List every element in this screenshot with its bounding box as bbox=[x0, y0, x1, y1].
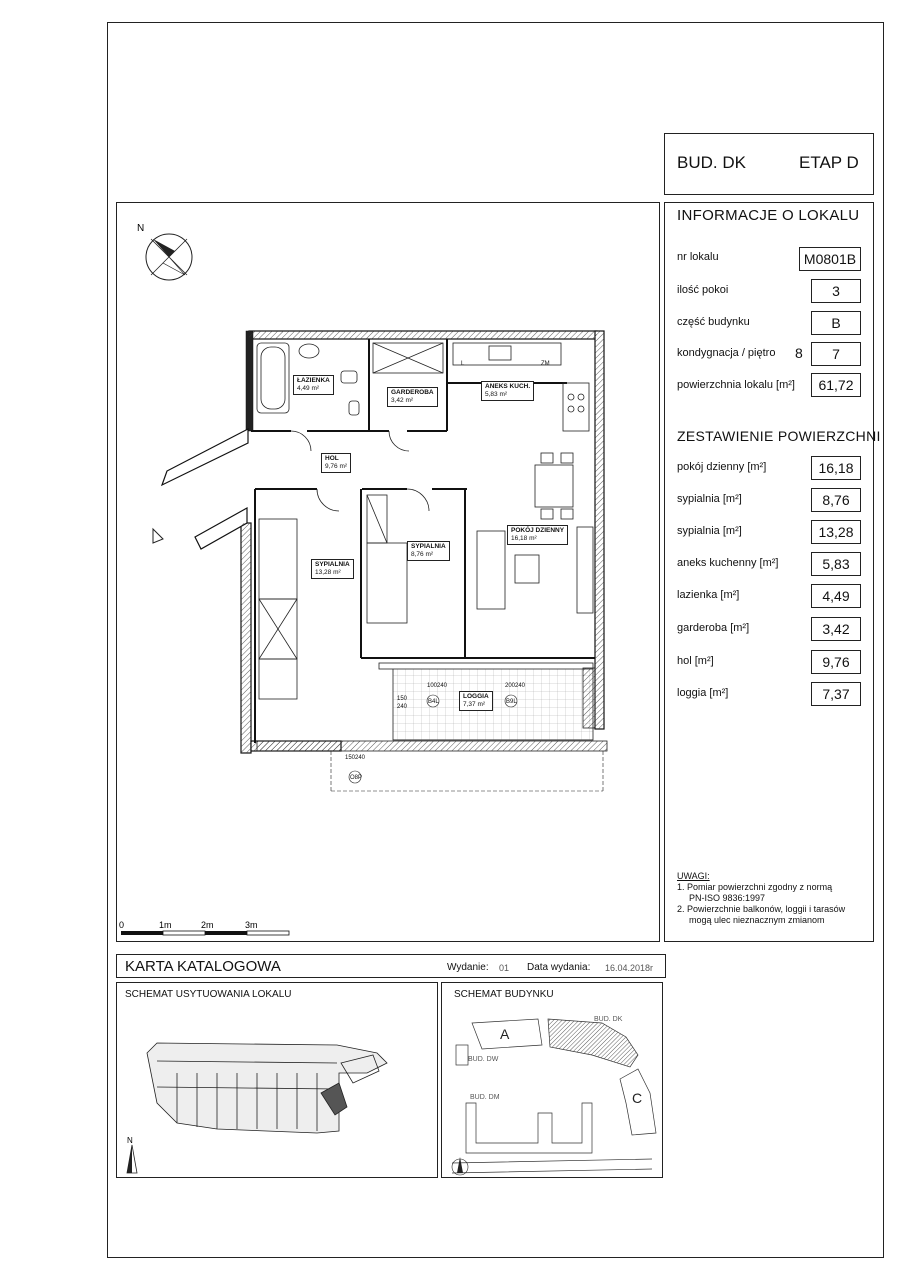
entrance-arrow-icon bbox=[153, 529, 163, 543]
value-rooms: 3 bbox=[811, 279, 861, 303]
location-compass-icon bbox=[127, 1136, 137, 1173]
catalog-header bbox=[116, 954, 666, 978]
building-dk-shape bbox=[548, 1019, 638, 1067]
scale-tick-0: 0 bbox=[119, 920, 125, 930]
label-area-hall: hol [m²] bbox=[677, 655, 714, 667]
value-area-bedroom-2: 13,28 bbox=[811, 520, 861, 544]
kitchen-mark-l: L bbox=[461, 361, 465, 367]
label-area-living: pokój dzienny [m²] bbox=[677, 461, 767, 473]
location-compass-n: N bbox=[127, 1136, 133, 1145]
label-area-bathroom: lazienka [m²] bbox=[677, 589, 740, 601]
building-dk-label: BUD. DK bbox=[594, 1016, 623, 1023]
location-schema-title: SCHEMAT USYTUOWANIA LOKALU bbox=[125, 989, 292, 1000]
value-unit-area: 61,72 bbox=[811, 373, 861, 397]
dim-240: 240 bbox=[397, 704, 408, 710]
room-tag-bathroom: ŁAZIENKA 4,49 m² bbox=[293, 375, 334, 395]
room-tag-kitchen: ANEKS KUCH. 5,83 m² bbox=[481, 381, 534, 401]
dim-240b: 240 bbox=[437, 683, 448, 689]
value-area-kitchen: 5,83 bbox=[811, 552, 861, 576]
room-tag-living-room: POKÓJ DZIENNY 16,18 m² bbox=[507, 525, 568, 545]
compass-n-label: N bbox=[137, 223, 145, 234]
value-area-wardrobe: 3,42 bbox=[811, 617, 861, 641]
issue-label: Wydanie: bbox=[447, 962, 489, 973]
scale-tick-2m: 2m bbox=[201, 920, 214, 930]
header-box bbox=[664, 133, 874, 195]
dim-240d: 240 bbox=[355, 755, 366, 761]
notes-line-4: mogą ulec nieznacznym zmianom bbox=[689, 915, 825, 925]
floor-plan-panel bbox=[116, 202, 660, 942]
areas-title: ZESTAWIENIE POWIERZCHNI bbox=[677, 428, 881, 444]
building-dm-label: BUD. DM bbox=[470, 1094, 500, 1101]
dim-150: 150 bbox=[397, 696, 408, 702]
value-unit-number: M0801B bbox=[799, 247, 861, 271]
dim-100: 100 bbox=[427, 683, 438, 689]
location-schema-panel bbox=[116, 982, 438, 1178]
building-compass-icon bbox=[452, 1157, 468, 1175]
window-label-b9l: B9L bbox=[506, 699, 517, 705]
label-area-bedroom-1: sypialnia [m²] bbox=[677, 493, 742, 505]
value-floor: 7 bbox=[811, 342, 861, 366]
catalog-title: KARTA KATALOGOWA bbox=[125, 958, 281, 975]
value-area-hall: 9,76 bbox=[811, 650, 861, 674]
location-schema-drawing bbox=[117, 983, 439, 1179]
value-area-loggia: 7,37 bbox=[811, 682, 861, 706]
value-area-bedroom-1: 8,76 bbox=[811, 488, 861, 512]
room-tag-hall: HOL 9,76 m² bbox=[321, 453, 351, 473]
north-compass-icon bbox=[137, 223, 192, 280]
dim-200: 200 bbox=[505, 683, 516, 689]
window-label-b4l: B4L bbox=[428, 699, 439, 705]
value-area-bathroom: 4,49 bbox=[811, 584, 861, 608]
label-area-kitchen: aneks kuchenny [m²] bbox=[677, 557, 779, 569]
value-building-part: B bbox=[811, 311, 861, 335]
info-title: INFORMACJE O LOKALU bbox=[677, 207, 860, 224]
building-schema-panel bbox=[441, 982, 663, 1178]
label-unit-area: powierzchnia lokalu [m²] bbox=[677, 379, 795, 391]
building-schema-drawing bbox=[442, 983, 664, 1179]
stage-label: ETAP D bbox=[799, 153, 859, 172]
room-tag-bedroom-small: SYPIALNIA 8,76 m² bbox=[407, 541, 450, 561]
notes-title: UWAGI: bbox=[677, 871, 710, 881]
room-tag-bedroom-large: SYPIALNIA 13,28 m² bbox=[311, 559, 354, 579]
label-building-part: część budynku bbox=[677, 316, 750, 328]
label-area-wardrobe: garderoba [m²] bbox=[677, 622, 750, 634]
building-label: BUD. DK bbox=[677, 153, 746, 172]
label-rooms: ilość pokoi bbox=[677, 284, 729, 296]
date-value: 16.04.2018r bbox=[605, 963, 654, 973]
value-storey: 8 bbox=[795, 345, 803, 361]
label-floor: kondygnacja / piętro bbox=[677, 347, 776, 359]
notes-line-3: 2. Powierzchnie balkonów, loggii i tarasów bbox=[677, 904, 846, 914]
issue-value: 01 bbox=[499, 963, 510, 973]
kitchen-mark-zm: ZM bbox=[541, 361, 550, 367]
floor-plan-drawing bbox=[117, 203, 661, 943]
notes-line-1: 1. Pomiar powierzchni zgodny z normą bbox=[677, 882, 833, 892]
scale-tick-1m: 1m bbox=[159, 920, 172, 930]
building-dw-label: BUD. DW bbox=[468, 1056, 499, 1063]
scale-bar bbox=[119, 920, 289, 935]
scale-tick-3m: 3m bbox=[245, 920, 258, 930]
date-label: Data wydania: bbox=[527, 962, 591, 973]
building-a-label: A bbox=[500, 1026, 510, 1042]
window-label-o8p: O8P bbox=[350, 775, 363, 781]
room-tag-wardrobe: GARDEROBA 3,42 m² bbox=[387, 387, 438, 407]
room-tag-loggia: LOGGIA 7,37 m² bbox=[459, 691, 493, 711]
label-area-loggia: loggia [m²] bbox=[677, 687, 729, 699]
dim-150b: 150 bbox=[345, 755, 356, 761]
building-c-label: C bbox=[632, 1090, 643, 1106]
building-dm-shape bbox=[466, 1103, 592, 1153]
label-area-bedroom-2: sypialnia [m²] bbox=[677, 525, 742, 537]
building-schema-title: SCHEMAT BUDYNKU bbox=[454, 989, 554, 1000]
notes-line-2: PN-ISO 9836:1997 bbox=[689, 893, 766, 903]
info-panel bbox=[664, 202, 881, 942]
value-area-living: 16,18 bbox=[811, 456, 861, 480]
label-unit-number: nr lokalu bbox=[677, 251, 719, 263]
dim-240c: 240 bbox=[515, 683, 526, 689]
